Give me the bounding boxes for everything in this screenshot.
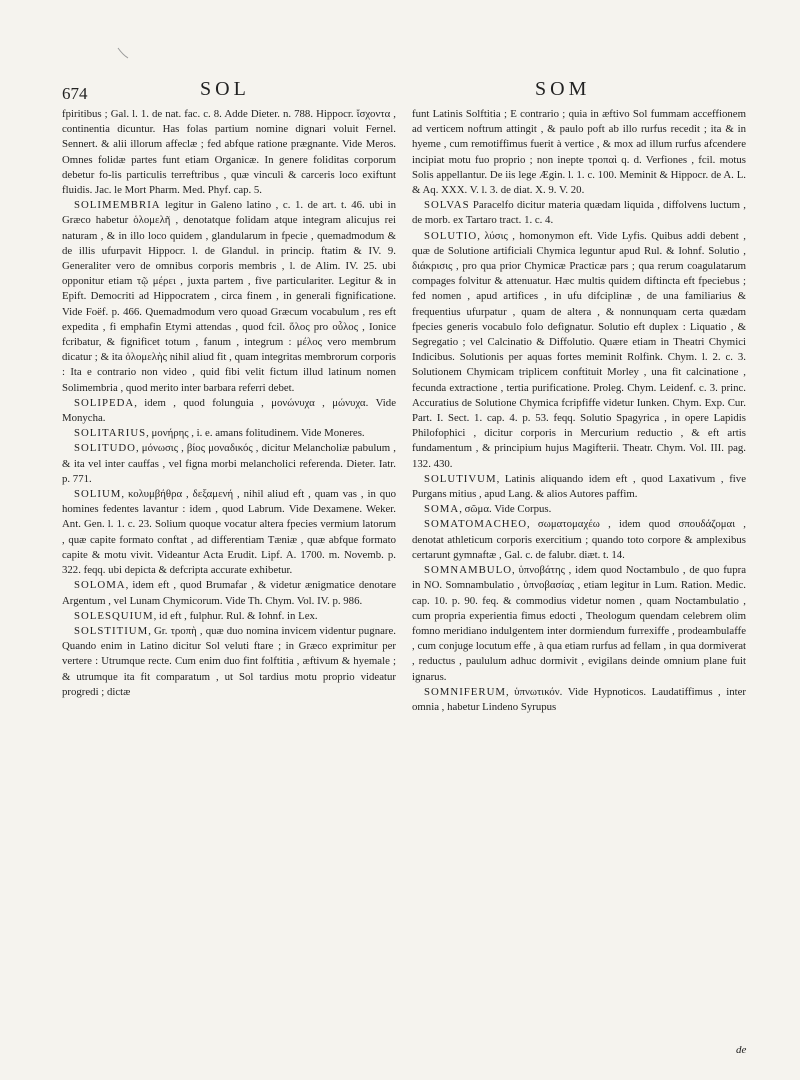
right-column bbox=[412, 107, 746, 715]
running-header-right: SOM bbox=[535, 78, 591, 100]
entry-text: fpiritibus ; Gal. l. 1. de nat. fac. c. 8. Adde Dieter. n. 788. Hippocr. ἴσχοντα , continentia dicuntur. Has folas partium nomine dignari voluit Fernel. Sennert. & alii illorum affeclæ ; fed abfque ratione prægnante. Vide Meros. Omnes folidæ partes funt etiam Organicæ. In genere foliditas corporum debetur fo-lis particulis terreftribus , quæ vinculi & carceris loco exiftunt fluidis. Jac. le Mort Pharm. Med. Phyf. cap. 5. bbox=[62, 108, 396, 197]
dictionary-entry bbox=[412, 563, 746, 685]
entry-text: , λύσις , homonymon eft. Vide Lyfis. Quibus addi debent , quæ de Solutione artificiali Chymica leguntur apud Rul. & Iohnf. Solutio , διάκρισις , pro qua prior Chymicæ Practicæ pars ; qua rerum coagulatarum compages folvitur & attenuatur. Hæc multis quidem diftincta eft fpeciebus ; fed nomen , apud artifices , in ufu difciplinæ , de una familiarius & frequentius ufurpatur , quam de altera , & nonnunquam certa quædam fpecies generis vocabulo folo defignatur. Solutio eft duplex : Liquatio , & Segregatio ; vel Calcinatio & Diffolutio. Quære etiam in Theatri Chymici Indicibus. Solutionis per aquas fortes meminit Rolfink. Chym. l. 2. c. 3. Solutionem Chymicam triplicem conftituit Morley , una fit calcinatione , fecunda extractione , tertia purificatione. Proleg. Chym. Leidenf. c. 3. princ. Accuratius de Solutione Chymica fcripfiffe videtur Iunken. Chym. Exp. Cur. Part. I. Sect. 1. cap. 4. p. 53. feqq. Solutio Spagyrica , in opere Lapidis Philofophici , dicitur corporis in Mercurium reductio , & eft artis fundamentum , & principium hujus Magifterii. Theatr. Chym. Vol. III. pag. 132. 430. bbox=[412, 229, 746, 470]
entry-headword: SOLUTIO bbox=[424, 229, 478, 242]
entry-headword: SOLVAS bbox=[424, 199, 470, 212]
dictionary-entry bbox=[412, 517, 746, 563]
entry-text: , σωματομαχέω , idem quod σπουδάζομαι , denotat athleticum corporis exercitium ; quando toto corpore & amplexibus certarunt gymnaftæ , Gal. c. de falubr. diæt. t. 14. bbox=[412, 518, 746, 561]
dictionary-entry bbox=[412, 198, 746, 228]
dictionary-entry bbox=[62, 396, 396, 426]
dictionary-entry bbox=[62, 107, 396, 198]
page-number: 674 bbox=[62, 84, 88, 103]
entry-text: legitur in Galeno latino , c. 1. de art. t. 46. ubi in Græco habetur ὁλομελῆ , denotatque folidam atque integram alicujus rei naturam , & in illo loco quidem , glandularum in fpecie , quemadmodum & de illis ufurpavit Hippocr. l. de Glandul. in princip. ftatim & IV. 9. Generaliter vero de omnibus corporis membris , l. de Alim. IV. 25. ubi opponitur etiam τῷ μέρει , juxta partem , five particulariter. Legitur & in Epift. Democriti ad Hippocratem , circa finem , in generali fignificatione. Vide Foëf. p. 466. Quemadmodum vero quoad Græcum vocabulum , res eft expedita , fi emphafin Etymi attendas , quod fcil. ὅλος pro οὖλος , Ionice fcribatur, & fignificet totum , fanum , integrum : μέλος vero membrum dicatur ; & ita ὁλομελὴς nihil aliud fit , quam integritas membrorum corporis : Ita e contrario non video , quid fibi velit fictum illud latinum nomen Solimembria , quod merito inter barbara referri debet. bbox=[62, 199, 396, 394]
entry-text: , μονήρης , i. e. amans folitudinem. Vide Moneres. bbox=[146, 427, 365, 440]
entry-headword: SOMATOMACHEO bbox=[424, 518, 527, 531]
entry-headword: SOLIMEMBRIA bbox=[74, 199, 161, 212]
dictionary-entry bbox=[62, 426, 396, 441]
dictionary-entry bbox=[62, 609, 396, 624]
entry-text: , ὑπνοβάτης , idem quod Noctambulo , de quo fupra in NO. Somnambulatio , ὑπνοβασίας , etiam legitur in Lum. Ration. Medic. cap. 10. p. 90. feq. & commodius videtur nomen , quam Noctambulatio , cum propria experientia fimus edocti , Theologum quendam celebrem olim fomno meridiano indulgentem inter dormiendum furrexiffe , prodeambulaffe , cum conjuge locutum effe , à qua etiam rurfus ad fellam , in qua dormiverat , reductus , paululum adhuc dormivit , evigilans deinde omnium plane fuit ignarus. bbox=[412, 564, 746, 683]
catchword: de bbox=[736, 1044, 747, 1056]
entry-headword: SOLITARIUS bbox=[74, 427, 147, 440]
entry-text: , κολυμβήθρα , δεξαμενή , nihil aliud eft , quam vas , in quo homines fedentes lavantur : idem , quod Labrum. Vide Dexamene. Weker. Ant. Gen. l. 1. c. 23. Solium quoque vocatur altera fpecies vermium latorum , quæ capite formato conftat , ad differentiam Tæniæ , quæ abfque formato capite & motu vivit. Videantur Acta Erudit. Lipf. A. 1700. m. Novemb. p. 322. feqq. ubi depicta & defcripta accurate exhibetur. bbox=[62, 488, 396, 577]
entry-text: , Latinis aliquando idem eft , quod Laxativum , five Purgans mitius , apud Lang. & alios Autores paffim. bbox=[412, 472, 746, 501]
dictionary-entry bbox=[412, 685, 746, 715]
dictionary-entry bbox=[412, 229, 746, 472]
entry-headword: SOLUTIVUM bbox=[424, 472, 497, 485]
entry-text: , idem eft , quod Brumafar , & videtur ænigmatice denotare Argentum , vel Lunam Chymicorum. Vide Th. Chym. Vol. IV. p. 986. bbox=[62, 579, 396, 607]
entry-text: , id eft , fulphur. Rul. & Iohnf. in Lex. bbox=[153, 609, 318, 622]
entry-headword: SOMNAMBULO bbox=[424, 564, 512, 577]
margin-mark bbox=[116, 46, 130, 60]
dictionary-entry bbox=[62, 441, 396, 487]
entry-text: , Gr. τροπὴ , quæ duo nomina invicem videntur pugnare. Quando enim in Latino dicitur Sol veluti ftare ; in Græco exprimitur per vertere : Utrumque recte. Cum enim duo fint folftitia , æftivum & hyemale ; & utrumque ita fit comparatum , ut Sol tardius motu proprio videatur progredi ; dictæ bbox=[62, 624, 396, 698]
left-column bbox=[62, 107, 396, 700]
entry-headword: SOLSTITIUM bbox=[74, 624, 149, 637]
entry-text: Paracelfo dicitur materia quædam liquida , diffolvens luctum , de morb. ex Tartaro tract. 1. c. 4. bbox=[412, 199, 746, 227]
entry-text: funt Latinis Solftitia ; E contrario ; quia in æftivo Sol fummam acceffionem ad verticem noftrum attingit , & paulo poft ab illo rurfus recedit ; ita & in hyeme , cum remotiffimus fuerit à vertice , & mox ad illum rurfus afcendere incipiat motu fuo proprio ; non inepte τροπαὶ q. d. Verfiones , fcil. motus Solis appellantur. De iis lege Ægin. l. 1. c. 100. Meminit & Hippocr. de A. L. & Aq. XXX. V. l. 3. de diat. X. 9. V. 20. bbox=[412, 108, 746, 197]
entry-headword: SOLOMA bbox=[74, 579, 126, 592]
dictionary-entry bbox=[412, 107, 746, 198]
dictionary-entry bbox=[412, 502, 746, 517]
entry-text: , idem , quod folunguia , μονώνυχα , μώνυχα. Vide Monycha. bbox=[62, 396, 396, 425]
entry-headword: SOLESQUIUM bbox=[74, 609, 154, 622]
entry-headword: SOLITUDO bbox=[74, 442, 136, 455]
entry-text: , ὑπνωτικόν. Vide Hypnoticos. Laudatiffimus , inter omnia , habetur Lindeno Syrupus bbox=[412, 685, 746, 713]
entry-headword: SOLIPEDA bbox=[74, 396, 135, 409]
dictionary-entry bbox=[412, 472, 746, 502]
entry-text: , μόνωσις , βίος μοναδικός , dicitur Melancholiæ pabulum , & ita vel inter cauffas , vel figna morbi melancholici referenda. Dieter. Iatr. p. 771. bbox=[62, 442, 396, 485]
entry-headword: SOLIUM bbox=[74, 488, 122, 501]
dictionary-entry bbox=[62, 198, 396, 396]
dictionary-entry bbox=[62, 578, 396, 608]
running-header-left: SOL bbox=[200, 78, 250, 100]
entry-headword: SOMA bbox=[424, 503, 460, 516]
dictionary-entry bbox=[62, 624, 396, 700]
dictionary-entry bbox=[62, 487, 396, 578]
entry-headword: SOMNIFERUM bbox=[424, 685, 506, 698]
entry-text: , σῶμα. Vide Corpus. bbox=[459, 503, 552, 516]
